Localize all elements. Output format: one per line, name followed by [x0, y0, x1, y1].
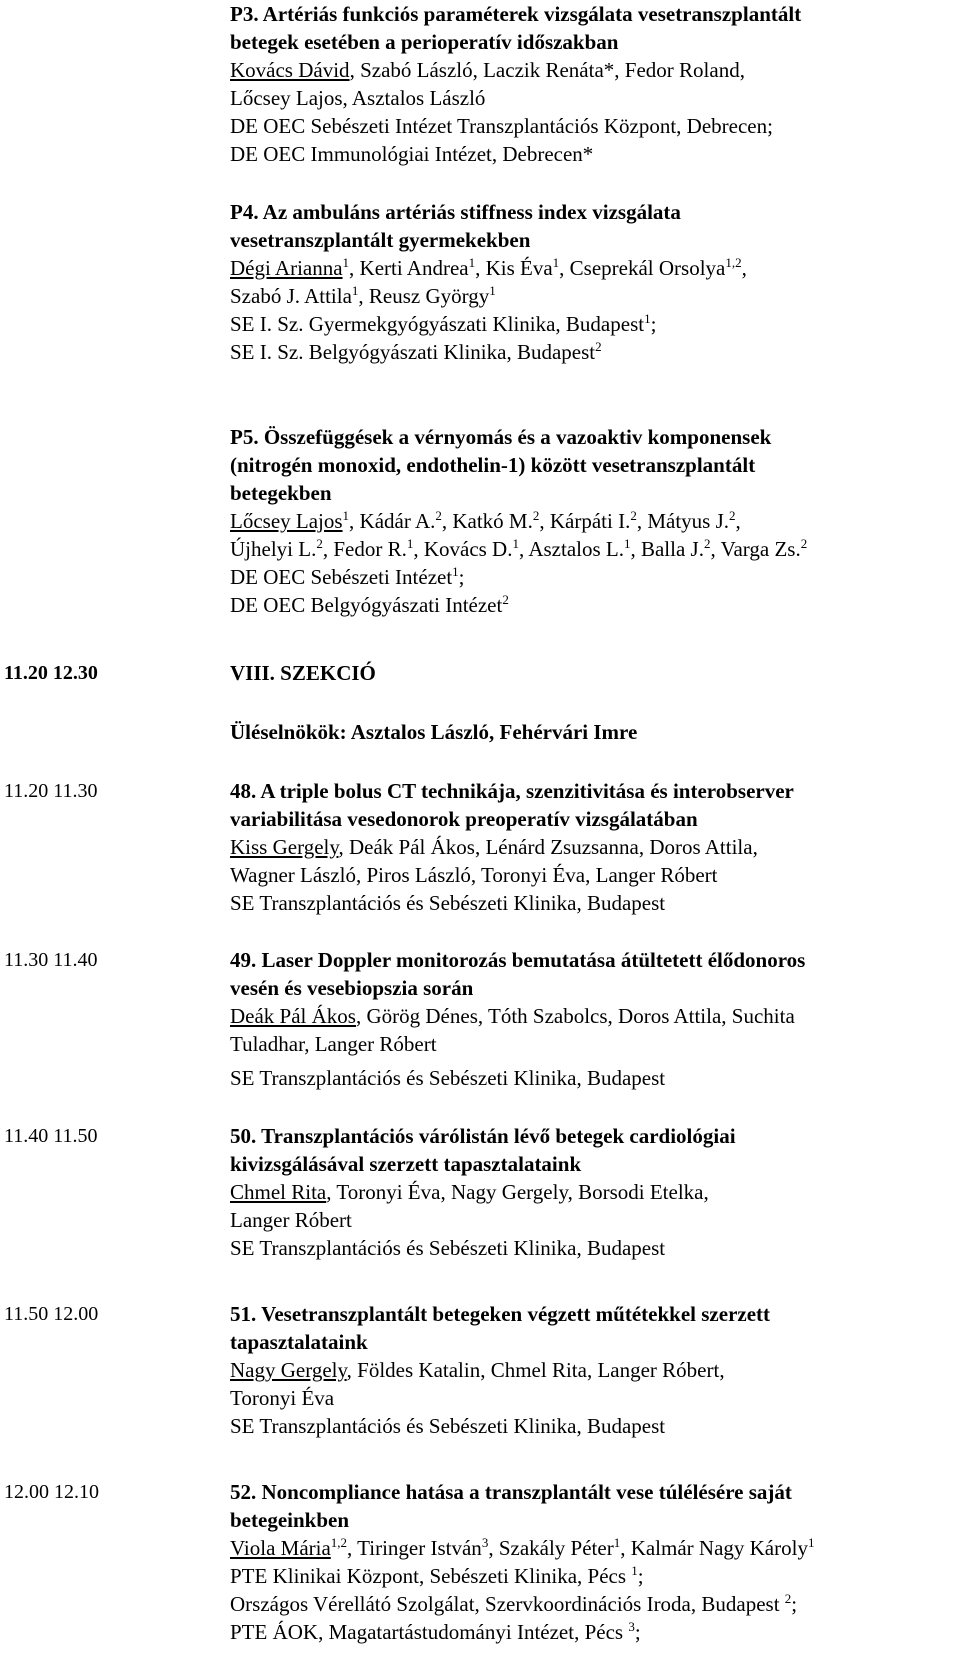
affiliation-text: PTE ÁOK, Magatartástudományi Intézet, Pécs	[230, 1620, 629, 1644]
co-author: , Kerti Andrea	[349, 256, 469, 280]
co-author: , Cseprekál Orsolya	[559, 256, 726, 280]
poster-title: betegekben	[230, 481, 332, 505]
affiliation: DE OEC Sebészeti Intézet Transzplantációs Központ, Debrecen;	[230, 114, 773, 138]
separator: ,	[741, 256, 747, 280]
author-list	[230, 833, 956, 861]
co-authors: , Görög Dénes, Tóth Szabolcs, Doros Attila, Suchita	[355, 1004, 795, 1028]
talk-49	[230, 946, 956, 1092]
presenting-author: Viola Mária	[230, 1536, 331, 1560]
separator: ;	[458, 565, 465, 589]
poster-title: P5. Összefüggések a vérnyomás és a vazoaktiv komponensek	[230, 425, 772, 449]
affiliation-index: 2	[595, 339, 602, 354]
co-author: , Varga Zs.	[710, 537, 801, 561]
affiliation-index: 1	[468, 255, 476, 270]
author-list: Toronyi Éva	[230, 1386, 335, 1410]
separator: ;	[637, 1564, 644, 1588]
presenting-author: Dégi Arianna	[230, 256, 343, 280]
affiliation-index: 1	[807, 1535, 815, 1550]
affiliation-text: DE OEC Belgyógyászati Intézet	[230, 593, 503, 617]
author-list	[230, 1356, 956, 1384]
poster-title: P4. Az ambuláns artériás stiffness index vizsgálata	[230, 200, 681, 224]
author-list	[230, 56, 956, 84]
affiliation-index: 1	[631, 1563, 638, 1578]
separator: ;	[791, 1592, 798, 1616]
co-authors: , Földes Katalin, Chmel Rita, Langer Róbert,	[346, 1358, 725, 1382]
poster-title: vesetranszplantált gyermekekben	[230, 228, 531, 252]
affiliation-text: PTE Klinikai Központ, Sebészeti Klinika, Pécs	[230, 1564, 632, 1588]
session-chairs: Üléselnökök: Asztalos László, Fehérvári Imre	[230, 720, 638, 744]
affiliation	[230, 310, 956, 338]
author-list	[230, 535, 956, 563]
talk-48	[230, 777, 956, 917]
poster-p5	[230, 423, 956, 619]
co-author: , Reusz György	[358, 284, 490, 308]
author-list: Langer Róbert	[230, 1208, 352, 1232]
talk-time: 11.40 11.50	[4, 1125, 98, 1147]
author-list	[230, 282, 956, 310]
affiliation-index: 1,2	[330, 1535, 348, 1550]
presenting-author: Lőcsey Lajos	[230, 509, 343, 533]
author-list	[230, 254, 956, 282]
author-list	[230, 1534, 956, 1562]
author-list: Wagner László, Piros László, Toronyi Éva, Langer Róbert	[230, 863, 718, 887]
co-author: , Szakály Péter	[488, 1536, 614, 1560]
poster-p3	[230, 0, 956, 168]
affiliation-index: 1	[342, 255, 350, 270]
author-list: Lőcsey Lajos, Asztalos László	[230, 86, 486, 110]
co-author: , Kis Éva	[475, 256, 553, 280]
affiliation	[230, 1618, 956, 1646]
affiliation-index: 1	[342, 508, 350, 523]
affiliation-index: 2	[630, 508, 637, 523]
talk-title: tapasztalataink	[230, 1330, 368, 1354]
presenting-author: Nagy Gergely	[230, 1358, 347, 1382]
author-list	[230, 1002, 956, 1030]
affiliation-index: 2	[729, 508, 736, 523]
talk-time: 12.00 12.10	[4, 1481, 99, 1503]
poster-p4	[230, 198, 956, 366]
presenting-author: Kiss Gergely	[230, 835, 339, 859]
affiliation: SE Transzplantációs és Sebészeti Klinika, Budapest	[230, 891, 666, 915]
affiliation-index: 2	[784, 1591, 792, 1606]
affiliation: SE Transzplantációs és Sebészeti Klinika, Budapest	[230, 1236, 666, 1260]
affiliation-index: 1	[406, 536, 414, 551]
presenting-author: Deák Pál Ákos	[230, 1004, 356, 1028]
co-author: , Kárpáti I.	[539, 509, 631, 533]
co-author: , Fedor R.	[322, 537, 407, 561]
poster-title: (nitrogén monoxid, endothelin-1) között vesetranszplantált	[230, 453, 756, 477]
separator: ;	[634, 1620, 641, 1644]
talk-time: 11.30 11.40	[4, 949, 98, 971]
affiliation-text: Országos Vérellátó Szolgálat, Szervkoordinációs Iroda, Budapest	[230, 1592, 785, 1616]
co-author: , Kádár A.	[349, 509, 436, 533]
co-author: , Kalmár Nagy Károly	[620, 1536, 808, 1560]
affiliation	[230, 1562, 956, 1590]
co-author: , Kovács D.	[413, 537, 513, 561]
affiliation-text: DE OEC Sebészeti Intézet	[230, 565, 453, 589]
affiliation-index: 2	[435, 508, 442, 523]
affiliation-index: 1	[489, 283, 496, 298]
talk-title: 49. Laser Doppler monitorozás bemutatása átültetett élődonoros	[230, 948, 806, 972]
affiliation: SE Transzplantációs és Sebészeti Klinika, Budapest	[230, 1414, 666, 1438]
affiliation-index: 1	[623, 536, 631, 551]
section-title: VIII. SZEKCIÓ	[230, 661, 376, 685]
affiliation	[230, 563, 956, 591]
affiliation-index: 3	[481, 1535, 489, 1550]
affiliation-index: 1	[512, 536, 519, 551]
talk-title: 48. A triple bolus CT technikája, szenzitivitása és interobserver	[230, 779, 794, 803]
talk-time: 11.20 11.30	[4, 780, 98, 802]
poster-title: betegek esetében a perioperatív időszakban	[230, 30, 619, 54]
co-author: Újhelyi L.	[230, 537, 317, 561]
affiliation-index: 2	[703, 536, 711, 551]
affiliation	[230, 591, 956, 619]
section-time: 11.20 12.30	[4, 662, 98, 684]
talk-title: kivizsgálásával szerzett tapasztalataink	[230, 1152, 582, 1176]
affiliation-text: SE I. Sz. Gyermekgyógyászati Klinika, Budapest	[230, 312, 645, 336]
affiliation-index: 1	[613, 1535, 621, 1550]
author-list	[230, 507, 956, 535]
co-author: , Tiringer István	[347, 1536, 482, 1560]
talk-title: 51. Vesetranszplantált betegeken végzett műtétekkel szerzett	[230, 1302, 771, 1326]
affiliation	[230, 338, 956, 366]
co-author: , Asztalos L.	[518, 537, 624, 561]
affiliation-index: 2	[316, 536, 323, 551]
talk-time: 11.50 12.00	[4, 1303, 99, 1325]
talk-title: vesén és vesebiopszia során	[230, 976, 474, 1000]
talk-51	[230, 1300, 956, 1440]
talk-title: 52. Noncompliance hatása a transzplantált vese túlélésére saját	[230, 1480, 792, 1504]
separator: ;	[650, 312, 657, 336]
affiliation-index: 1	[552, 255, 560, 270]
co-authors: , Deák Pál Ákos, Lénárd Zsuzsanna, Doros Attila,	[338, 835, 758, 859]
affiliation-index: 2	[800, 536, 808, 551]
affiliation-index: 1	[351, 283, 359, 298]
affiliation-index: 3	[628, 1619, 635, 1634]
separator: ,	[735, 509, 741, 533]
talk-title: 50. Transzplantációs várólistán lévő betegek cardiológiai	[230, 1124, 736, 1148]
poster-title: P3. Artériás funkciós paraméterek vizsgálata vesetranszplantált	[230, 2, 802, 26]
co-author: , Mátyus J.	[636, 509, 730, 533]
affiliation: SE Transzplantációs és Sebészeti Klinika, Budapest	[230, 1066, 666, 1090]
talk-title: betegeinkben	[230, 1508, 350, 1532]
co-author: Szabó J. Attila	[230, 284, 352, 308]
talk-50	[230, 1122, 956, 1262]
author-list: Tuladhar, Langer Róbert	[230, 1032, 437, 1056]
affiliation-index: 1,2	[725, 255, 742, 270]
co-author: , Balla J.	[630, 537, 704, 561]
co-author: , Katkó M.	[441, 509, 533, 533]
co-authors: , Toronyi Éva, Nagy Gergely, Borsodi Etelka,	[326, 1180, 709, 1204]
affiliation-index: 2	[502, 592, 509, 607]
affiliation	[230, 1590, 956, 1618]
author-list	[230, 1178, 956, 1206]
talk-52	[230, 1478, 956, 1646]
affiliation-index: 1	[644, 311, 651, 326]
presenting-author: Kovács Dávid	[230, 58, 350, 82]
presenting-author: Chmel Rita	[230, 1180, 327, 1204]
talk-title: variabilitása vesedonorok preoperatív vizsgálatában	[230, 807, 698, 831]
affiliation: DE OEC Immunológiai Intézet, Debrecen*	[230, 142, 594, 166]
affiliation-text: SE I. Sz. Belgyógyászati Klinika, Budapest	[230, 340, 596, 364]
affiliation-index: 1	[452, 564, 459, 579]
affiliation-index: 2	[532, 508, 540, 523]
co-authors: , Szabó László, Laczik Renáta*, Fedor Roland,	[349, 58, 745, 82]
